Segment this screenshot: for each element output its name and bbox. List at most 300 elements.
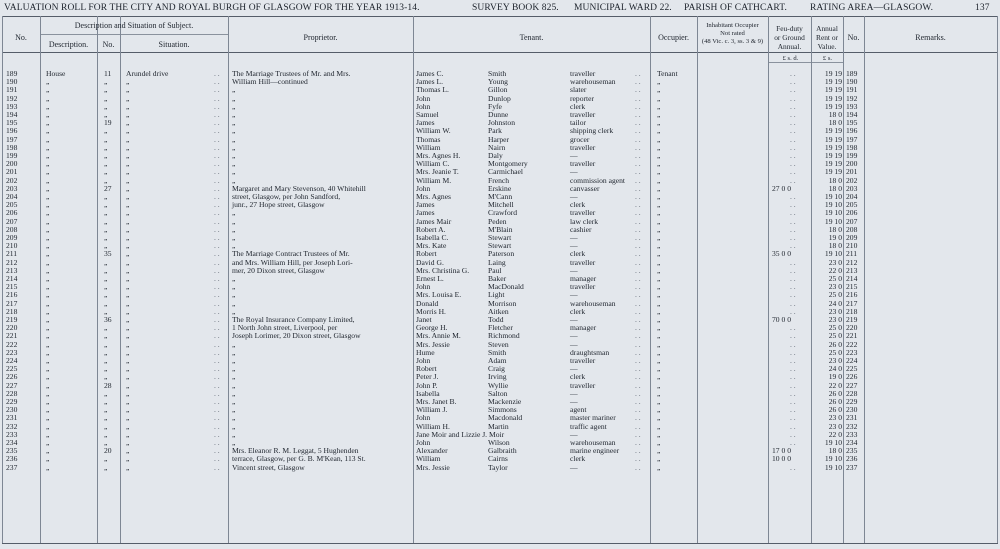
row-occupier: „ <box>657 233 661 242</box>
row-no-right: 219 <box>846 315 858 324</box>
feu-dots: . . <box>790 224 796 234</box>
row-proprietor: „ <box>232 151 236 160</box>
situation-dots: . . <box>214 216 220 226</box>
row-annual-rent: 23 0 <box>828 257 842 267</box>
row-description: „ <box>46 142 50 152</box>
row-situation: „ <box>126 110 130 119</box>
row-proprietor: „ <box>232 110 236 119</box>
occupation-dots: . . <box>635 446 641 456</box>
row-description: „ <box>46 159 50 169</box>
row-description: „ <box>46 405 50 415</box>
row-annual-rent: 24 0 <box>828 364 842 374</box>
row-no: 231 <box>6 413 18 423</box>
feu-dots: . . <box>790 388 796 398</box>
row-no: 229 <box>6 397 18 406</box>
row-description: „ <box>46 134 50 144</box>
row-no-right: 224 <box>846 356 858 365</box>
situation-dots: . . <box>214 274 220 283</box>
row-tenant-first: Mrs. Annie M. <box>416 331 461 341</box>
row-occupation: clerk <box>570 306 586 316</box>
row-no: 227 <box>6 380 18 390</box>
row-proprietor: William Hill—continued <box>232 77 308 87</box>
row-proprietor: „ <box>232 347 236 357</box>
row-tenant-first: William W. <box>416 126 451 136</box>
row-no: 224 <box>6 356 18 365</box>
row-no-right: 229 <box>846 397 858 406</box>
row-occupier: „ <box>657 134 661 144</box>
row-annual-rent: 19 19 <box>824 126 842 136</box>
row-no-right: 205 <box>846 200 858 210</box>
row-proprietor: „ <box>232 298 236 308</box>
occupation-dots: . . <box>635 315 641 324</box>
feu-dots: . . <box>790 175 796 185</box>
row-annual-rent: 18 0 <box>828 118 842 128</box>
occupation-dots: . . <box>635 151 641 160</box>
occupation-dots: . . <box>635 380 641 390</box>
situation-dots: . . <box>214 192 220 201</box>
row-house-no: „ <box>104 151 108 160</box>
row-proprietor: „ <box>232 421 236 431</box>
row-no: 235 <box>6 446 18 456</box>
row-tenant-first: Mrs. Louisa E. <box>416 290 462 300</box>
feu-dots: . . <box>790 257 796 267</box>
feu-dots: . . <box>790 192 796 201</box>
situation-dots: . . <box>214 241 220 251</box>
row-occupation: — <box>570 167 578 177</box>
row-proprietor: Margaret and Mary Stevenson, 40 Whitehill <box>232 183 366 193</box>
municipal-ward: MUNICIPAL WARD 22. <box>574 3 672 13</box>
row-house-no: „ <box>104 101 108 111</box>
situation-dots: . . <box>214 77 220 87</box>
row-situation: „ <box>126 446 130 456</box>
row-no-right: 203 <box>846 183 858 193</box>
occupation-dots: . . <box>635 339 641 349</box>
situation-dots: . . <box>214 142 220 152</box>
row-tenant-first: Mrs. Jessie <box>416 462 450 472</box>
row-description: „ <box>46 282 50 292</box>
row-annual-rent: 18 0 <box>828 110 842 119</box>
row-no-right: 221 <box>846 331 858 341</box>
row-tenant-last: Harper <box>488 134 510 144</box>
row-occupier: „ <box>657 347 661 357</box>
row-tenant-last: Baker <box>488 274 507 283</box>
row-occupation: traveller <box>570 208 596 218</box>
row-description: „ <box>46 77 50 87</box>
row-house-no: 27 <box>104 183 112 193</box>
row-tenant-first: Mrs. Agnes <box>416 192 452 201</box>
row-tenant-last: Fletcher <box>488 323 513 333</box>
row-tenant-first: Isabella C. <box>416 233 449 242</box>
feu-dots: . . <box>790 241 796 251</box>
situation-dots: . . <box>214 126 220 136</box>
feu-dots: . . <box>790 77 796 87</box>
row-no-right: 206 <box>846 208 858 218</box>
row-house-no: „ <box>104 167 108 177</box>
row-annual-rent: 26 0 <box>828 405 842 415</box>
row-occupier: „ <box>657 413 661 423</box>
occupation-dots: . . <box>635 142 641 152</box>
row-situation: „ <box>126 192 130 201</box>
row-occupation: reporter <box>570 93 595 103</box>
row-occupier: „ <box>657 192 661 201</box>
row-description: „ <box>46 241 50 251</box>
col-header-proprietor: Proprietor. <box>303 33 338 42</box>
row-proprietor: „ <box>232 241 236 251</box>
row-tenant-first: James L. <box>416 77 443 87</box>
col-header-inhabitant <box>697 22 768 46</box>
row-no: 233 <box>6 429 18 439</box>
row-no-right: 208 <box>846 224 858 234</box>
rent-line-3: Value. <box>817 42 837 51</box>
row-situation: „ <box>126 405 130 415</box>
row-house-no: „ <box>104 405 108 415</box>
row-proprietor: „ <box>232 233 236 242</box>
subject-group-rule <box>40 34 228 35</box>
occupation-dots: . . <box>635 208 641 218</box>
row-proprietor: „ <box>232 413 236 423</box>
row-tenant-first: Isabella <box>416 388 440 398</box>
row-house-no: „ <box>104 438 108 447</box>
occupation-dots: . . <box>635 257 641 267</box>
situation-dots: . . <box>214 134 220 144</box>
row-no-right: 209 <box>846 233 858 242</box>
row-annual-rent: 19 10 <box>824 462 842 472</box>
row-occupier: „ <box>657 183 661 193</box>
occupation-dots: . . <box>635 175 641 185</box>
row-situation: „ <box>126 118 130 128</box>
row-house-no: „ <box>104 429 108 439</box>
row-situation: „ <box>126 167 130 177</box>
row-tenant-first: John <box>416 413 431 423</box>
occupation-dots: . . <box>635 413 641 423</box>
row-description: „ <box>46 364 50 374</box>
row-occupation: commission agent <box>570 175 626 185</box>
row-no-right: 211 <box>846 249 858 259</box>
row-description: „ <box>46 462 50 472</box>
row-house-no: „ <box>104 356 108 365</box>
row-situation: „ <box>126 372 130 382</box>
row-house-no: „ <box>104 85 108 95</box>
situation-dots: . . <box>214 298 220 308</box>
row-house-no: „ <box>104 323 108 333</box>
situation-dots: . . <box>214 159 220 169</box>
row-annual-rent: 22 0 <box>828 265 842 275</box>
situation-dots: . . <box>214 323 220 333</box>
row-tenant-last: MacDonald <box>488 282 524 292</box>
row-proprietor: The Royal Insurance Company Limited, <box>232 315 355 324</box>
situation-dots: . . <box>214 110 220 119</box>
situation-dots: . . <box>214 200 220 210</box>
row-proprietor: „ <box>232 364 236 374</box>
row-annual-rent: 23 0 <box>828 421 842 431</box>
row-occupier: „ <box>657 438 661 447</box>
row-annual-rent: 18 0 <box>828 175 842 185</box>
row-tenant-first: James <box>416 118 435 128</box>
row-situation: „ <box>126 183 130 193</box>
row-situation: „ <box>126 101 130 111</box>
row-occupier: „ <box>657 151 661 160</box>
row-occupation: draughtsman <box>570 347 610 357</box>
situation-dots: . . <box>214 257 220 267</box>
row-occupation: — <box>570 233 578 242</box>
row-occupier: „ <box>657 167 661 177</box>
row-no-right: 234 <box>846 438 858 447</box>
row-occupation: — <box>570 364 578 374</box>
row-occupier: „ <box>657 429 661 439</box>
row-no-right: 230 <box>846 405 858 415</box>
row-description: „ <box>46 151 50 160</box>
row-tenant-last: Laing <box>488 257 506 267</box>
feu-dots: . . <box>790 200 796 210</box>
row-occupier: „ <box>657 85 661 95</box>
row-description: „ <box>46 331 50 341</box>
row-no: 226 <box>6 372 18 382</box>
row-house-no: „ <box>104 372 108 382</box>
row-proprietor: „ <box>232 126 236 136</box>
row-situation: „ <box>126 454 130 464</box>
row-tenant-last: Richmond <box>488 331 520 341</box>
row-proprietor: „ <box>232 118 236 128</box>
row-tenant-last: Nairn <box>488 142 506 152</box>
row-tenant-first: Mrs. Kate <box>416 241 447 251</box>
row-tenant-first: Peter J. <box>416 372 439 382</box>
row-tenant-last: Dunlop <box>488 93 511 103</box>
row-house-no: „ <box>104 462 108 472</box>
feu-dots: . . <box>790 413 796 423</box>
row-situation: „ <box>126 208 130 218</box>
row-no-right: 227 <box>846 380 858 390</box>
row-tenant-first: John <box>416 183 431 193</box>
row-occupation: agent <box>570 405 587 415</box>
row-no: 223 <box>6 347 18 357</box>
row-situation: „ <box>126 200 130 210</box>
feu-dots: . . <box>790 233 796 242</box>
row-occupier: „ <box>657 298 661 308</box>
row-situation: „ <box>126 233 130 242</box>
row-house-no: „ <box>104 306 108 316</box>
occupation-dots: . . <box>635 77 641 87</box>
row-occupier: „ <box>657 216 661 226</box>
feu-dots: . . <box>790 159 796 169</box>
occupation-dots: . . <box>635 421 641 431</box>
row-occupier: „ <box>657 274 661 283</box>
row-tenant-last: Mitchell <box>488 200 514 210</box>
feu-dots: . . <box>790 274 796 283</box>
situation-dots: . . <box>214 331 220 341</box>
row-house-no: „ <box>104 454 108 464</box>
situation-dots: . . <box>214 183 220 193</box>
row-situation: „ <box>126 388 130 398</box>
row-tenant-first: Robert A. <box>416 224 446 234</box>
row-no-right: 226 <box>846 372 858 382</box>
row-tenant-last: Smith <box>488 347 507 357</box>
row-proprietor: terrace, Glasgow, per G. B. M'Kean, 113 St. <box>232 454 366 464</box>
row-occupier: „ <box>657 200 661 210</box>
row-situation: „ <box>126 77 130 87</box>
occupation-dots: . . <box>635 290 641 300</box>
occupation-dots: . . <box>635 101 641 111</box>
row-description: „ <box>46 126 50 136</box>
row-no-right: 215 <box>846 282 858 292</box>
row-tenant-last: Cairns <box>488 454 508 464</box>
col-header-description: Description. <box>48 40 89 49</box>
occupation-dots: . . <box>635 134 641 144</box>
row-occupier: „ <box>657 364 661 374</box>
row-situation: „ <box>126 257 130 267</box>
row-no-right: 223 <box>846 347 858 357</box>
row-occupier: „ <box>657 126 661 136</box>
top-rule <box>2 16 998 17</box>
row-proprietor: „ <box>232 306 236 316</box>
row-occupier: „ <box>657 372 661 382</box>
row-tenant-last: Adam <box>488 356 507 365</box>
inhabitant-line-3: (48 Vic. c. 3, ss. 3 & 9) <box>701 38 764 45</box>
row-no-right: 217 <box>846 298 858 308</box>
situation-dots: . . <box>214 356 220 365</box>
page-header <box>4 2 996 16</box>
row-tenant-last: Young <box>488 77 508 87</box>
row-situation: „ <box>126 438 130 447</box>
row-description: „ <box>46 446 50 456</box>
row-situation: „ <box>126 282 130 292</box>
row-annual-rent: 18 0 <box>828 183 842 193</box>
row-description: „ <box>46 192 50 201</box>
col-header-annual-rent <box>811 24 843 51</box>
row-description: „ <box>46 298 50 308</box>
row-situation: „ <box>126 224 130 234</box>
situation-dots: . . <box>214 405 220 415</box>
row-tenant-last: Craig <box>488 364 505 374</box>
row-no: 220 <box>6 323 18 333</box>
row-feu-duty: 70 0 0 <box>772 315 791 324</box>
inhabitant-line-2: Not rated <box>720 30 745 37</box>
occupation-dots: . . <box>635 265 641 275</box>
row-annual-rent: 22 0 <box>828 429 842 439</box>
row-occupier: „ <box>657 290 661 300</box>
row-no: 192 <box>6 93 18 103</box>
row-house-no: „ <box>104 339 108 349</box>
occupation-dots: . . <box>635 118 641 128</box>
col-header-tenant: Tenant. <box>519 33 544 42</box>
row-tenant-first: William C. <box>416 159 450 169</box>
row-house-no: „ <box>104 175 108 185</box>
row-situation: „ <box>126 421 130 431</box>
feu-line-2: or Ground <box>774 33 805 42</box>
row-house-no: „ <box>104 282 108 292</box>
row-occupation: cashier <box>570 224 592 234</box>
row-proprietor: „ <box>232 388 236 398</box>
row-occupier: Tenant <box>657 69 678 78</box>
occupation-dots: . . <box>635 364 641 374</box>
occupation-dots: . . <box>635 241 641 251</box>
situation-dots: . . <box>214 233 220 242</box>
situation-dots: . . <box>214 265 220 275</box>
occupation-dots: . . <box>635 85 641 95</box>
row-annual-rent: 19 10 <box>824 454 842 464</box>
table-row <box>0 464 1000 472</box>
row-description: House <box>46 69 66 78</box>
row-house-no: „ <box>104 224 108 234</box>
row-no: 236 <box>6 454 18 464</box>
situation-dots: . . <box>214 364 220 374</box>
situation-dots: . . <box>214 224 220 234</box>
row-occupation: traveller <box>570 257 596 267</box>
row-occupation: — <box>570 192 578 201</box>
row-description: „ <box>46 421 50 431</box>
row-description: „ <box>46 356 50 365</box>
row-no: 189 <box>6 69 18 78</box>
row-occupier: „ <box>657 282 661 292</box>
row-no: 234 <box>6 438 18 447</box>
situation-dots: . . <box>214 429 220 439</box>
feu-dots: . . <box>790 298 796 308</box>
row-occupation: — <box>570 151 578 160</box>
feu-dots: . . <box>790 216 796 226</box>
row-proprietor: The Marriage Trustees of Mr. and Mrs. <box>232 69 351 78</box>
row-proprietor: „ <box>232 93 236 103</box>
row-annual-rent: 19 10 <box>824 192 842 201</box>
row-no-right: 235 <box>846 446 858 456</box>
row-proprietor: „ <box>232 274 236 283</box>
row-tenant-first: John P. <box>416 380 438 390</box>
row-occupation: law clerk <box>570 216 599 226</box>
row-no: 214 <box>6 274 18 283</box>
row-annual-rent: 23 0 <box>828 356 842 365</box>
row-no: 190 <box>6 77 18 87</box>
row-house-no: 28 <box>104 380 112 390</box>
row-tenant-last: Peden <box>488 216 507 226</box>
row-tenant-last: Stewart <box>488 233 512 242</box>
row-tenant-first: Jane Moir and Lizzie J. Moir <box>416 429 505 439</box>
row-house-no: „ <box>104 192 108 201</box>
inhabitant-line-1: Inhabitant Occupier <box>706 22 759 29</box>
row-occupation: traveller <box>570 69 596 78</box>
row-occupation: traveller <box>570 159 596 169</box>
row-proprietor: „ <box>232 224 236 234</box>
units-rule <box>768 62 843 63</box>
row-no: 200 <box>6 159 18 169</box>
row-no: 193 <box>6 101 18 111</box>
row-proprietor: „ <box>232 175 236 185</box>
row-house-no: „ <box>104 159 108 169</box>
row-situation: „ <box>126 364 130 374</box>
row-house-no: „ <box>104 274 108 283</box>
row-situation: „ <box>126 151 130 160</box>
row-occupation: warehouseman <box>570 77 616 87</box>
feu-dots: . . <box>790 101 796 111</box>
row-tenant-last: M'Cann <box>488 192 513 201</box>
occupation-dots: . . <box>635 192 641 201</box>
row-tenant-first: James Mair <box>416 216 452 226</box>
row-occupier: „ <box>657 339 661 349</box>
row-no: 203 <box>6 183 18 193</box>
row-occupier: „ <box>657 454 661 464</box>
situation-dots: . . <box>214 208 220 218</box>
row-tenant-first: Mrs. Christina G. <box>416 265 470 275</box>
row-tenant-first: George H. <box>416 323 448 333</box>
row-tenant-last: Daly <box>488 151 503 160</box>
row-annual-rent: 18 0 <box>828 224 842 234</box>
row-tenant-last: Dunne <box>488 110 509 119</box>
row-occupation: manager <box>570 274 597 283</box>
row-no: 211 <box>6 249 18 259</box>
row-annual-rent: 19 0 <box>828 372 842 382</box>
situation-dots: . . <box>214 306 220 316</box>
row-description: „ <box>46 110 50 119</box>
row-occupation: traveller <box>570 110 596 119</box>
situation-dots: . . <box>214 85 220 95</box>
row-situation: „ <box>126 290 130 300</box>
